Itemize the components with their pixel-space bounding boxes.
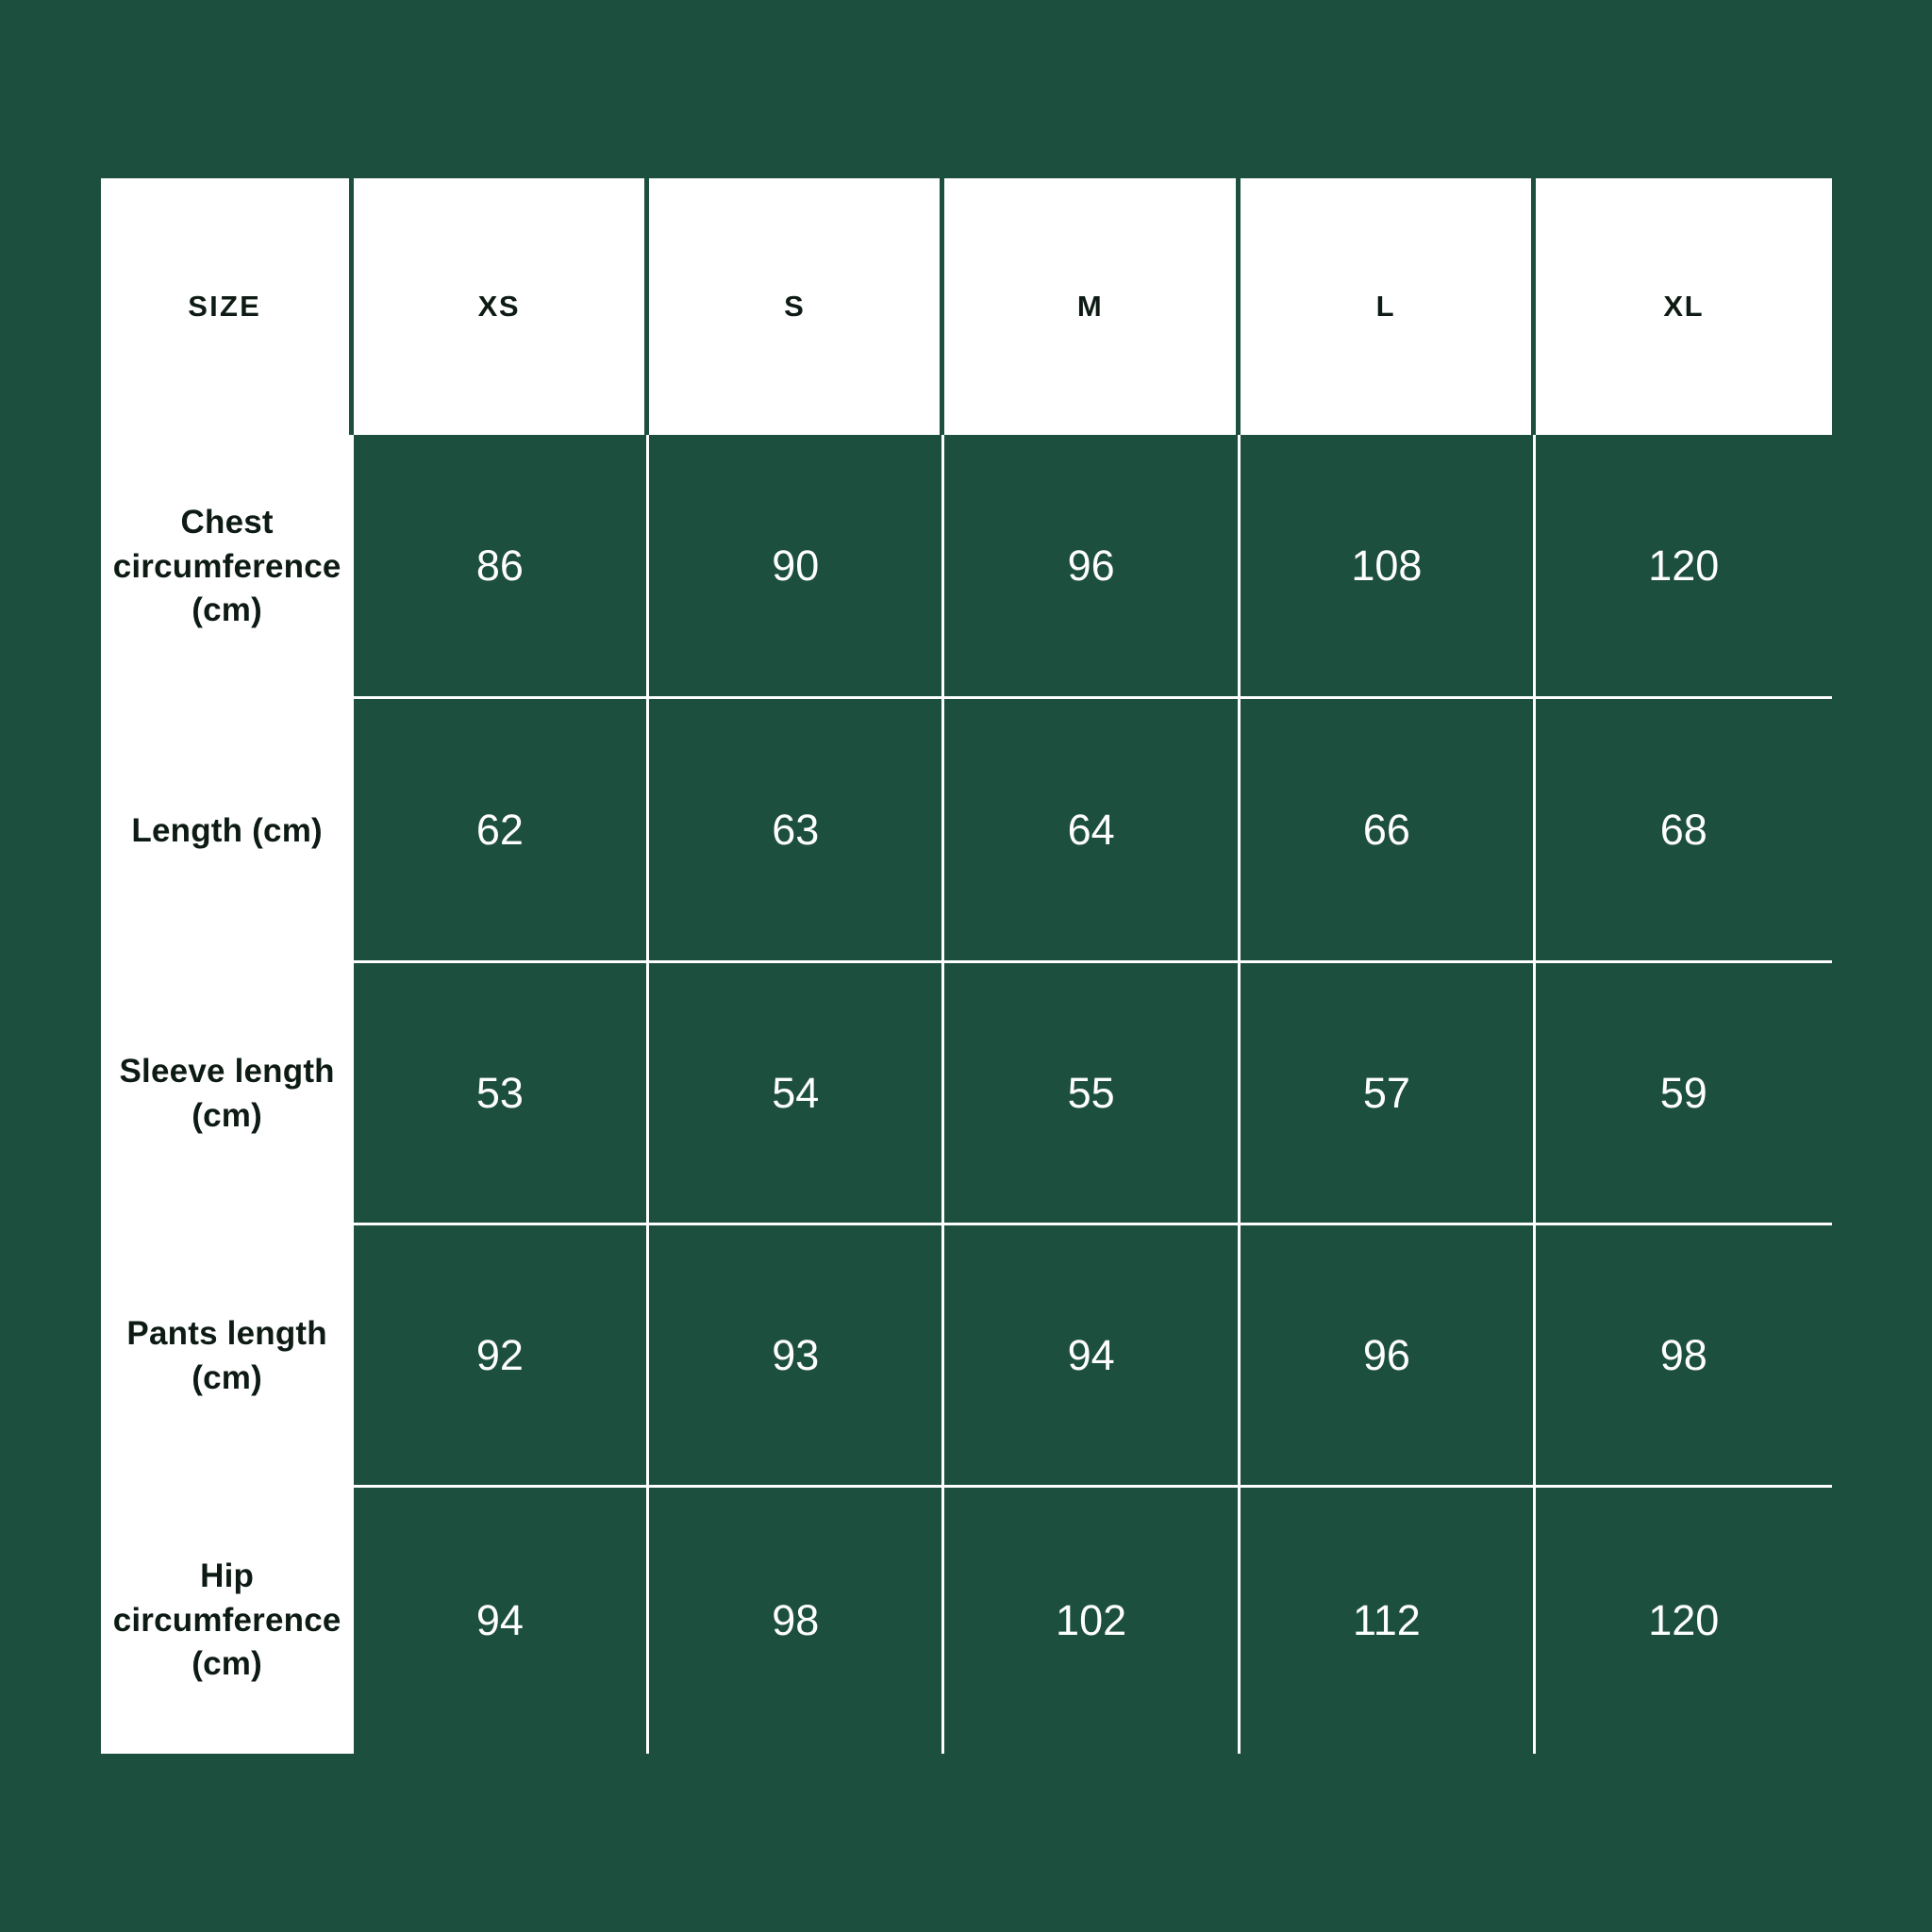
cell-chest-l: 108 — [1241, 435, 1536, 699]
row-label-pants-length: Pants length (cm) — [101, 1225, 354, 1488]
cell-length-m: 64 — [944, 699, 1240, 963]
cell-sleeve-l: 57 — [1241, 963, 1536, 1225]
cell-pants-xs: 92 — [354, 1225, 649, 1488]
cell-hip-s: 98 — [649, 1488, 944, 1754]
cell-hip-m: 102 — [944, 1488, 1240, 1754]
row-label-length: Length (cm) — [101, 699, 354, 963]
cell-length-xs: 62 — [354, 699, 649, 963]
cell-length-xl: 68 — [1536, 699, 1831, 963]
cell-sleeve-m: 55 — [944, 963, 1240, 1225]
cell-sleeve-xs: 53 — [354, 963, 649, 1225]
cell-chest-m: 96 — [944, 435, 1240, 699]
table-row — [101, 963, 1832, 1225]
cell-pants-xl: 98 — [1536, 1225, 1831, 1488]
cell-hip-xs: 94 — [354, 1488, 649, 1754]
size-chart-container — [70, 117, 1862, 1815]
cell-sleeve-xl: 59 — [1536, 963, 1831, 1225]
row-label-hip-circumference: Hip circumference (cm) — [101, 1488, 354, 1754]
cell-hip-l: 112 — [1241, 1488, 1536, 1754]
cell-chest-s: 90 — [649, 435, 944, 699]
column-header-s: S — [649, 178, 944, 435]
table-row — [101, 1225, 1832, 1488]
table-header-row — [101, 178, 1832, 435]
cell-pants-s: 93 — [649, 1225, 944, 1488]
cell-chest-xs: 86 — [354, 435, 649, 699]
column-header-l: L — [1241, 178, 1536, 435]
column-header-xl: XL — [1536, 178, 1831, 435]
row-label-chest-circumference: Chest circumference (cm) — [101, 435, 354, 699]
column-header-m: M — [944, 178, 1240, 435]
size-chart-table — [101, 178, 1832, 1754]
cell-length-l: 66 — [1241, 699, 1536, 963]
row-label-sleeve-length: Sleeve length (cm) — [101, 963, 354, 1225]
column-header-size: SIZE — [101, 178, 354, 435]
cell-hip-xl: 120 — [1536, 1488, 1831, 1754]
cell-chest-xl: 120 — [1536, 435, 1831, 699]
table-row — [101, 435, 1832, 699]
column-header-xs: XS — [354, 178, 649, 435]
table-row — [101, 1488, 1832, 1754]
cell-length-s: 63 — [649, 699, 944, 963]
cell-pants-l: 96 — [1241, 1225, 1536, 1488]
cell-pants-m: 94 — [944, 1225, 1240, 1488]
cell-sleeve-s: 54 — [649, 963, 944, 1225]
table-row — [101, 699, 1832, 963]
